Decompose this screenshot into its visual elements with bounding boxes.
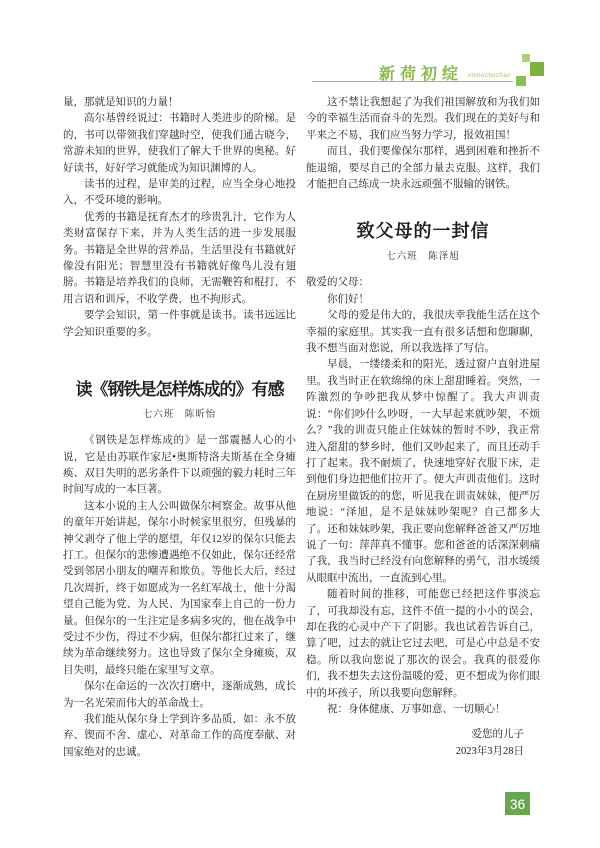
article-paragraph: 量，那就是知识的力量！ — [63, 97, 179, 108]
letter-signoff: 爱您的儿子 — [471, 729, 524, 741]
article-paragraph: 而且，我们要像保尔那样，遇到困难和挫折不能退缩，要尽自己的全部力量去克服。这样，我们才能把自己练成一块永远顽强不服输的钢铁。 — [306, 146, 540, 191]
letter-signature — [306, 727, 540, 760]
brand-title: 新荷初绽 — [379, 66, 464, 83]
decor-square-icon — [522, 54, 530, 62]
article-title: 致父母的一封信 — [356, 221, 490, 242]
article-paragraph: 优秀的书籍是抚育杰才的珍贵乳汁，它作为人类财富保存下来，并为人类生活的进一步发展服务。书籍是全世界的营养品，生活里没有书籍就好像没有阳光；智慧里没有书籍就好像鸟儿没有翅膀。书籍是培养我们的良师，无需鞭笞和棍打，不用言语和训斥，不收学费，也不拘形式。 — [63, 211, 296, 305]
article-paragraph: 要学会知识，第一件事就是读书。读书远远比学会知识重要的多。 — [63, 310, 296, 338]
article-paragraph: 读书的过程，是审美的过程，应当全身心地投入，不受环境的影响。 — [63, 179, 296, 207]
page-number-badge: 36 — [505, 792, 530, 815]
article-title: 读《钢铁是怎样炼成的》有感 — [75, 380, 284, 400]
decor-square-icon — [516, 76, 526, 86]
decor-square-icon — [530, 62, 544, 76]
article-paragraph: 这不禁让我想起了为我们祖国解放和为我们如今的幸福生活而奋斗的先烈。我们现在的美好与和平来之不易，我们应当努力学习，报效祖国！ — [306, 97, 540, 141]
article-paragraph: 早晨，一缕缕柔和的阳光，透过窗户直射进屋里。我当时正在软绵绵的床上甜甜睡着。突然，一阵激烈的争吵把我从梦中惊醒了。我大声训责说：“你们吵什么吵呀，一大早起来就吵架，不烦么？”我的训责只能止住妹妹的暂时不吵，我正常进入甜甜的梦乡时，他们又吵起来了，而且还动手打了起来。我不耐烦了，快速地穿好衣服下床，走到他们身边把他们拉开了。便大声训责他们。这时在厨房里做饭的的您，听见我在训责妹妹，便严厉地说：“泽旭，是不是妹妹吵架呢？自己都多大了。还和妹妹吵架，我正要向您解释爸爸又严厉地说了一句：萍萍真不懂事。您和爸爸的话深深刺痛了我，我当时已经没有向您解释的勇气，泪水缓缓从眼眶中流出，一直流到心里。 — [306, 359, 540, 584]
letter-salutation: 敬爱的父母： — [306, 277, 369, 289]
letter-wish: 祝：身体健康、万事如意、一切顺心！ — [327, 704, 506, 715]
article-byline: 七六班 陈泽旭 — [386, 252, 460, 263]
article-paragraph: 这本小说的主人公叫做保尔柯察金。故事从他的童年开始讲起，保尔小时候家里很穷，但残暴的神父剥夺了他上学的愿望，年仅12岁的保尔只能去打工。但保尔的悲惨遭遇绝不仅如此，保尔还经常受到邻居小朋友的嘲弄和欺负。等他长大后，经过几次周折，终于如愿成为一名红军战士，他十分渴望自己能为党、为人民、为国家奉上自己的一份力量。但保尔的一生注定是多病多灾的，他在战争中受过不少伤，得过不少病，但保尔都扛过来了，继续为革命继续努力。这也导致了保尔全身瘫痪，双目失明，最终只能在家里写文章。 — [63, 500, 296, 676]
article-paragraph: 高尔基曾经说过：书籍时人类进步的阶梯。是的，书可以带领我们穿越时空，使我们通古晓今，常游未知的世界，使我们了解大千世界的奥秘。好好读书，好好学习就能成为知识渊博的人。 — [63, 113, 296, 174]
brand-subtitle: xinhechuzhan — [468, 73, 512, 79]
letter-greeting: 你们好！ — [327, 293, 369, 305]
letter-date: 2023年3月28日 — [455, 745, 524, 757]
article-paragraph: 我们能从保尔身上学到许多品质，如：永不放弃、锲而不舍、虚心、对革命工作的高度奉献、对国家绝对的忠诚。 — [63, 714, 296, 758]
left-column — [63, 95, 296, 761]
article-paragraph: 保尔在命运的一次次打磨中，逐渐成熟，成长为一名光荣而伟大的革命战士。 — [63, 681, 296, 709]
article-paragraph: 《钢铁是怎样炼成的》是一部震撼人心的小说，它是由苏联作家尼•奥斯特洛夫斯基在全身瘫痪、双目失明的恶劣条件下以顽强的毅力耗时三年时间写成的一本巨著。 — [63, 435, 296, 496]
article-byline: 七六班 陈昕怡 — [142, 410, 217, 421]
right-column — [306, 95, 540, 760]
article-paragraph: 父母的爱是伟大的，我很庆幸我能生活在这个幸福的家庭里。其实我一直有很多话想和您聊聊，我不想当面对您说，所以我选择了写信。 — [306, 310, 540, 355]
article-paragraph: 随着时间的推移，可能您已经把这件事淡忘了，可我却没有忘，这件不值一提的小小的误会，却在我的心灵中产下了阴影。我也试着告诉自己，算了吧，过去的就让它过去吧，可是心中总是不安稳。所以我向您说了那次的误会。我真的很爱你们，我不想失去这份温暖的爱，更不想成为你们眼中的坏孩子，所以我要向您解释。 — [306, 589, 540, 699]
